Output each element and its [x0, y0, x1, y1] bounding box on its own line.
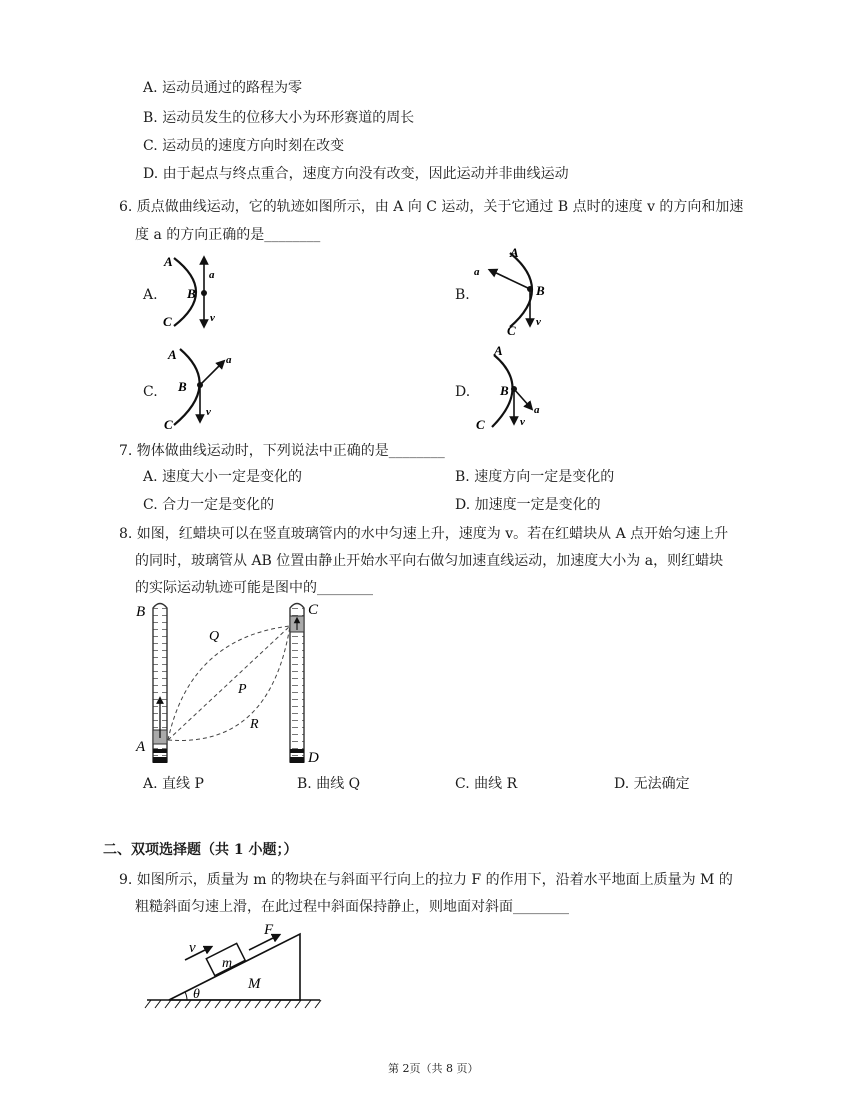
q6-option-d-label: D.: [455, 384, 471, 400]
q6-fig-c-label-B: B: [178, 379, 187, 394]
q6-fig-b-label-A: A: [510, 245, 519, 260]
q5-option-b: B. 运动员发生的位移大小为环形赛道的周长: [143, 110, 415, 126]
q9-incline-figure: [145, 920, 325, 1015]
q8-option-c: C. 曲线 R: [455, 776, 518, 792]
q9-label-m: m: [222, 956, 233, 971]
q8-label-P: P: [238, 682, 247, 697]
q7-option-d: D. 加速度一定是变化的: [455, 497, 601, 513]
q5-option-a: A. 运动员通过的路程为零: [143, 80, 303, 96]
q5-option-c: C. 运动员的速度方向时刻在改变: [143, 138, 345, 154]
q6-fig-c-label-A: A: [168, 347, 177, 362]
q6-fig-d-label-A: A: [494, 343, 503, 358]
q6-fig-c-label-C: C: [164, 417, 173, 432]
q6-option-c-label: C.: [143, 384, 158, 400]
q6-figure-a: [160, 250, 240, 332]
q9-label-M: M: [248, 976, 261, 992]
q6-fig-d-label-B: B: [500, 383, 509, 398]
q8-label-D: D: [308, 750, 319, 766]
q6-fig-d-label-a: a: [534, 404, 540, 416]
q6-fig-b-label-v: v: [536, 316, 541, 328]
q6-figure-d: [470, 343, 560, 435]
section-2-title: 二、双项选择题（共 1 小题；）: [103, 842, 298, 858]
q7-option-c: C. 合力一定是变化的: [143, 497, 275, 513]
q6-fig-b-label-B: B: [536, 283, 545, 298]
q6-fig-b-label-C: C: [507, 323, 516, 338]
q8-label-B: B: [136, 604, 146, 620]
q8-option-d: D. 无法确定: [614, 776, 690, 792]
q6-fig-a-label-a: a: [209, 269, 215, 281]
q8-stem-line2: 的同时，玻璃管从 AB 位置由静止开始水平向右做匀加速直线运动，加速度大小为 a，则红蜡块: [135, 553, 724, 569]
q9-stem-line2: 粗糙斜面匀速上滑，在此过程中斜面保持静止，则地面对斜面________: [135, 899, 569, 915]
q7-option-a: A. 速度大小一定是变化的: [143, 469, 303, 485]
q6-fig-d-label-v: v: [520, 416, 525, 428]
q8-stem-line3: 的实际运动轨迹可能是图中的________: [135, 580, 373, 596]
q8-stem-line1: 8. 如图，红蜡块可以在竖直玻璃管内的水中匀速上升，速度为 v。若在红蜡块从 A 点开始匀速上升: [119, 526, 729, 542]
q6-stem-line2: 度 a 的方向正确的是________: [135, 227, 321, 243]
q8-label-R: R: [250, 717, 259, 732]
q6-fig-d-label-C: C: [476, 417, 485, 432]
q5-option-d: D. 由于起点与终点重合，速度方向没有改变，因此运动并非曲线运动: [143, 166, 569, 182]
q8-option-a: A. 直线 P: [143, 776, 204, 792]
q6-fig-c-label-v: v: [206, 406, 211, 418]
q6-figure-c: [160, 343, 240, 433]
q6-fig-b-label-a: a: [474, 266, 480, 278]
q8-glass-tube-figure: [130, 598, 350, 773]
q8-label-A: A: [136, 739, 146, 755]
q6-fig-a-label-B: B: [187, 286, 196, 301]
q6-stem-line1: 6. 质点做曲线运动，它的轨迹如图所示，由 A 向 C 运动，关于它通过 B 点时的速度 v 的方向和加速: [119, 199, 744, 215]
q8-label-C: C: [308, 602, 319, 618]
q9-label-theta: θ: [193, 987, 200, 1002]
q6-fig-a-label-v: v: [210, 312, 215, 324]
q6-option-b-label: B.: [455, 287, 470, 303]
q7-option-b: B. 速度方向一定是变化的: [455, 469, 615, 485]
q6-fig-c-label-a: a: [226, 354, 232, 366]
q6-fig-a-label-C: C: [163, 314, 172, 329]
q8-option-b: B. 曲线 Q: [297, 776, 361, 792]
page-footer: 第 2页（共 8 页）: [388, 1062, 479, 1075]
q6-fig-a-label-A: A: [164, 254, 173, 269]
q6-figure-b: [470, 245, 560, 337]
q6-option-a-label: A.: [143, 287, 158, 303]
q8-label-Q: Q: [209, 629, 220, 644]
q9-label-F: F: [264, 922, 274, 938]
q9-label-v: v: [189, 940, 196, 956]
q7-stem: 7. 物体做曲线运动时，下列说法中正确的是________: [119, 443, 445, 459]
q9-stem-line1: 9. 如图所示，质量为 m 的物块在与斜面平行向上的拉力 F 的作用下，沿着水平地面上质量为 M 的: [119, 872, 733, 888]
